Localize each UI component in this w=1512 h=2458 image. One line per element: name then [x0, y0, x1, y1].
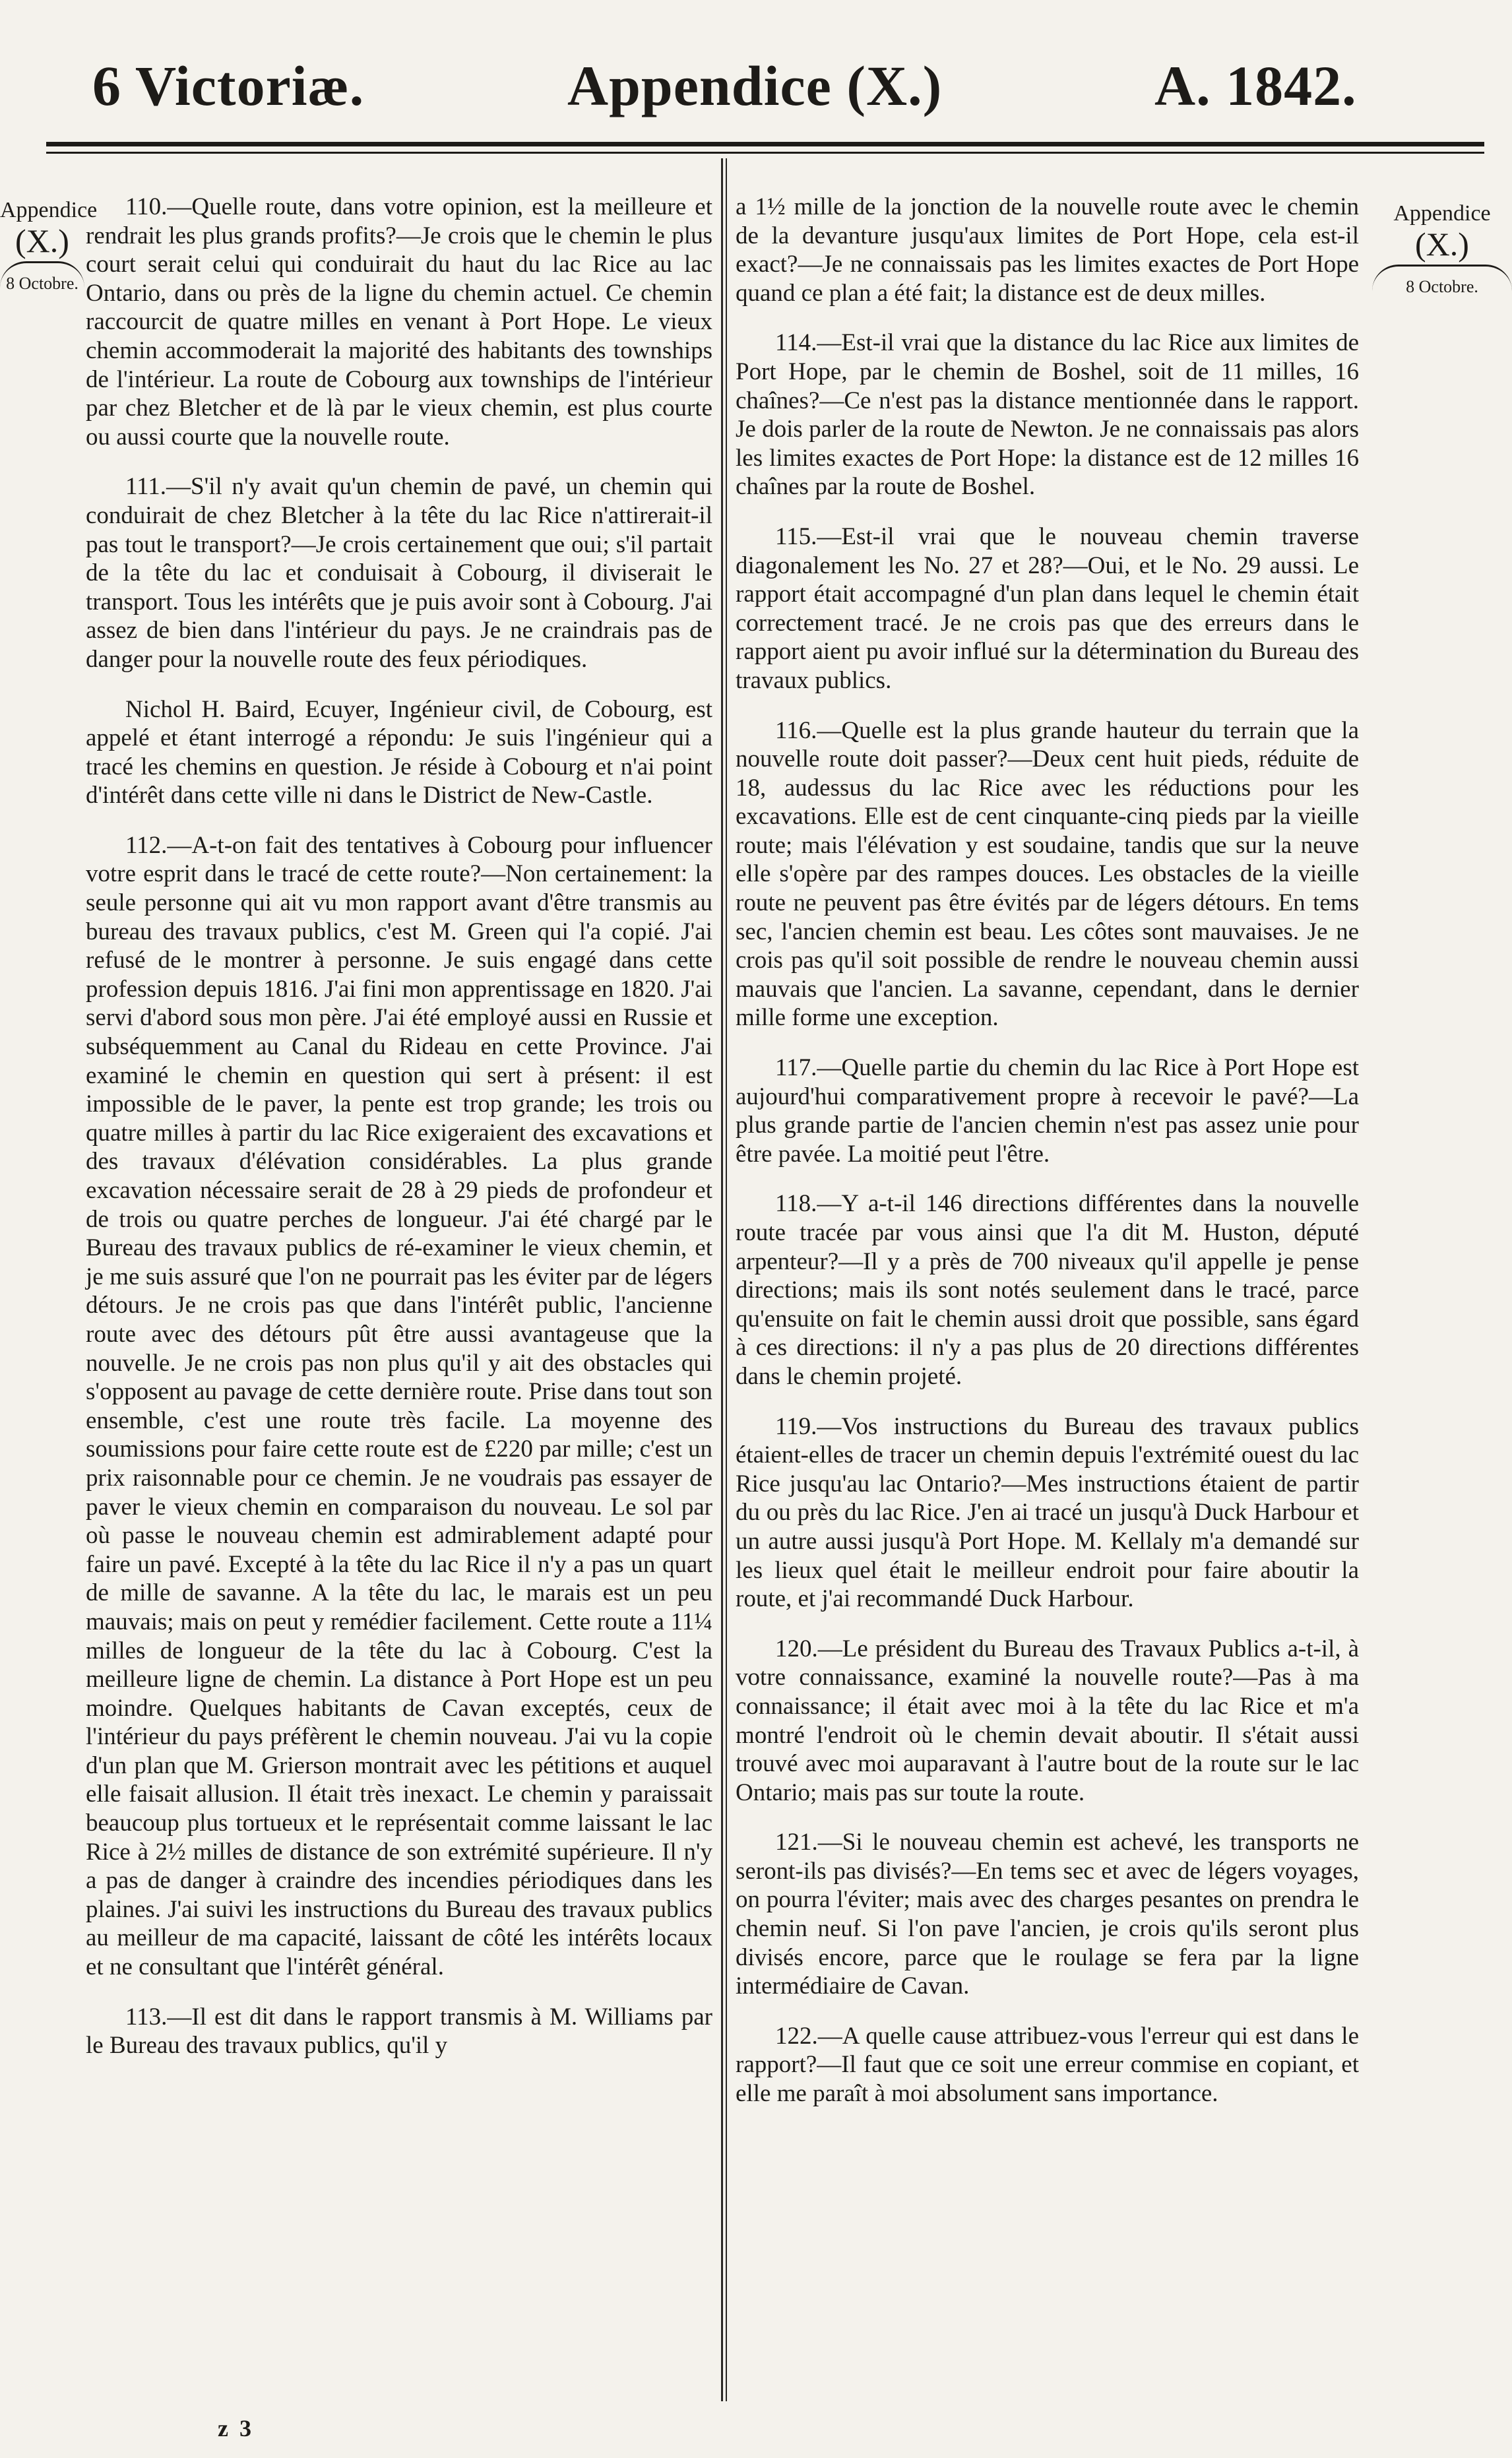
column-divider-inner — [726, 158, 727, 2401]
left-margin-note — [0, 198, 98, 296]
right-margin-date: 8 Octobre. — [1372, 265, 1512, 299]
paragraph-119: 119.—Vos instructions du Bureau des travaux publics étaient-elles de tracer un chemin depuis l'extrémité ouest du lac Rice jusqu'au lac Ontario?—Mes instructions étaient de partir du ou près du lac Rice. J'en ai tracé un jusqu'à Duck Harbour et un autre aussi jusqu'à Port Hope. M. Kellaly m'a demandé sur les lieux quel était le meilleur endroit pour faire aboutir la route, et j'ai recommandé Duck Harbour. — [736, 1412, 1359, 1613]
session-label: 6 Victoriæ. — [92, 54, 365, 117]
left-margin-appendix: Appendice — [0, 198, 98, 222]
right-margin-note — [1372, 201, 1512, 299]
paragraph-113-continued: a 1½ mille de la jonction de la nouvelle route avec le chemin de la devanture jusqu'aux limites de Port Hope, cela est-il exact?—Je ne connaissais pas les limites exactes de Port Hope quand ce plan a été fait; la distance est de deux milles. — [736, 193, 1359, 307]
right-margin-appendix: Appendice — [1393, 201, 1491, 226]
paragraph-114: 114.—Est-il vrai que la distance du lac Rice aux limites de Port Hope, par le chemin de Boshel, soit de 11 milles, 16 chaînes?—Ce n'est pas la distance mentionnée dans le rapport. Je dois parler de la route de Newton. Je ne connaissais pas alors les limites exactes de Port Hope: la distance est de 12 milles 16 chaînes par la route de Boshel. — [736, 329, 1359, 501]
paragraph-120: 120.—Le président du Bureau des Travaux Publics a-t-il, à votre connaissance, examiné la nouvelle route?—Pas à ma connaissance; il était avec moi à la tête du lac Rice et m'a montré l'endroit où le chemin devait aboutir. Il s'était aussi trouvé avec moi auparavant à l'autre bout de la route sur le lac Ontario; mais pas sur toute la route. — [736, 1635, 1359, 1806]
paragraph-117: 117.—Quelle partie du chemin du lac Rice à Port Hope est aujourd'hui comparativement propre à recevoir le pavé?—La plus grande partie de l'ancien chemin n'est pas assez unie pour être pavée. La moitié peut l'être. — [736, 1054, 1359, 1168]
left-margin-x: (X.) — [15, 222, 69, 259]
paragraph-115: 115.—Est-il vrai que le nouveau chemin traverse diagonalement les No. 27 et 28?—Oui, et le No. 29 aussi. Le rapport était accompagné d'un plan dans lequel le chemin était correctement tracé. Je ne crois pas que des erreurs dans le rapport aient pu avoir influé sur la détermination du Bureau des travaux publics. — [736, 522, 1359, 694]
left-column — [86, 193, 712, 2081]
right-margin-x: (X.) — [1415, 226, 1469, 263]
paragraph-113: 113.—Il est dit dans le rapport transmis à M. Williams par le Bureau des travaux publics, qu'il y — [86, 2003, 712, 2060]
paragraph-118: 118.—Y a-t-il 146 directions différentes dans la nouvelle route tracée par vous ainsi que l'a dit M. Huston, député arpenteur?—Il y a près de 700 niveaux qu'il appelle je pense directions; mais ils sont notés seulement dans le tracé, parce qu'ensuite on fait le chemin aussi droit que possible, sans égard à ces directions: il n'y a pas plus de 20 directions différentes dans le chemin projeté. — [736, 1190, 1359, 1390]
paragraph-121: 121.—Si le nouveau chemin est achevé, les transports ne seront-ils pas divisés?—En tems sec et avec de légers voyages, on pourra l'éviter; mais avec des charges pesantes on prendra le chemin neuf. Si l'on pave l'ancien, je crois qu'ils seront plus divisés encore, parce que le roulage se fera par la ligne intermédiaire de Cavan. — [736, 1829, 1359, 2000]
paragraph-116: 116.—Quelle est la plus grande hauteur du terrain que la nouvelle route doit passer?—Deux cent huit pieds, réduite de 18, audessus du lac Rice avec les réductions pour les excavations. Elle est de cent cinquante-cinq pieds par la vieille route; mais l'élévation y est soudaine, tandis que sur la neuve elle s'opère par des rampes douces. Les obstacles de la vieille route ne peuvent pas être évités par de légers détours. En tems sec, l'ancien chemin est beau. Les côtes sont mauvaises. Je ne crois pas qu'il soit possible de rendre le nouveau chemin aussi mauvais que l'ancien. La savanne, cependant, dans le dernier mille forme une exception. — [736, 716, 1359, 1032]
column-divider — [721, 158, 723, 2401]
paragraph-111: 111.—S'il n'y avait qu'un chemin de pavé, un chemin qui conduirait de chez Bletcher à la tête du lac Rice n'attirerait-il pas tout le transport?—Je crois certainement que oui; s'il partait de la tête du lac et conduisait à Cobourg, il diviserait le transport. Tous les intérêts que je puis avoir sont à Cobourg. J'ai assez de bien dans l'intérieur du pays. Je ne craindrais pas de danger pour la nouvelle route des feux périodiques. — [86, 473, 712, 673]
left-margin-date: 8 Octobre. — [0, 261, 84, 296]
header-rule-thin — [46, 152, 1484, 154]
page-header — [0, 53, 1512, 125]
appendix-title: Appendice (X.) — [567, 54, 943, 117]
paragraph-122: 122.—A quelle cause attribuez-vous l'erreur qui est dans le rapport?—Il faut que ce soit une erreur commise en copiant, et elle me paraît à moi absolument sans importance. — [736, 2022, 1359, 2108]
year-label: A. 1842. — [1154, 54, 1357, 117]
signature-mark: z 3 — [218, 2415, 254, 2442]
paragraph-110: 110.—Quelle route, dans votre opinion, est la meilleure et rendrait les plus grands profits?—Je crois que le chemin le plus court serait celui qui conduirait du haut du lac Rice au lac Ontario, dans ou près de la ligne du chemin actuel. Ce chemin raccourcit de quatre milles en venant à Port Hope. Le vieux chemin accommoderait la majorité des habitants des townships de l'intérieur. La route de Cobourg aux townships de l'intérieur par chez Bletcher et de là par le vieux chemin, est plus courte ou aussi courte que la nouvelle route. — [86, 193, 712, 451]
paragraph-112: 112.—A-t-on fait des tentatives à Cobourg pour influencer votre esprit dans le tracé de cette route?—Non certainement: la seule personne qui ait vu mon rapport avant d'être transmis au bureau des travaux publics, c'est M. Green qui l'a copié. J'ai refusé de le montrer à personne. Je suis engagé dans cette profession depuis 1816. J'ai fini mon apprentissage en 1820. J'ai servi d'abord sous mon père. J'ai été employé aussi en Russie et subséquemment au Canal du Rideau en cette Province. J'ai examiné le chemin en question qui sert à présent: il est impossible de le paver, la pente est trop grande; les trois ou quatre milles à partir du lac Rice exigeraient des excavations et des travaux d'élévation considérables. La plus grande excavation nécessaire serait de 28 à 29 pieds de profondeur et de trois ou quatre perches de longueur. J'ai été chargé par le Bureau des travaux publics de ré-examiner le vieux chemin, et je me suis assuré que l'on ne pourrait pas les éviter par de légers détours. Je ne crois pas que dans l'intérêt public, l'ancienne route avec des détours pût être aussi avantageuse que la nouvelle. Je ne crois pas non plus qu'il y ait des obstacles qui s'opposent au pavage de cette dernière route. Prise dans tout son ensemble, c'est une route très facile. La moyenne des soumissions pour faire cette route est de £220 par mille; c'est un prix raisonnable pour ce chemin. Je ne voudrais pas essayer de paver le vieux chemin en comparaison du nouveau. Le sol par où passe le nouveau chemin est admirablement adapté pour faire un pavé. Excepté à la tête du lac Rice il n'y a pas un quart de mille de savanne. A la tête du lac, le marais est un peu mauvais; mais on peut y remédier facilement. Cette route a 11¼ milles de longueur de la tête du lac à Cobourg. C'est la meilleure ligne de chemin. La distance à Port Hope est un peu moindre. Quelques habitants de Cavan exceptés, ceux de l'intérieur du pays préfèrent le chemin nouveau. J'ai vu la copie d'un plan que M. Grierson montrait avec les pétitions et auquel elle faisait allusion. Il était très inexact. Le chemin y paraissait beaucoup plus tortueux et le représentait comme laissant le lac Rice à 2½ milles de distance de son extrémité supérieure. Il n'y a pas de danger à craindre des incendies périodiques dans les plaines. J'ai suivi les instructions du Bureau des travaux publics au meilleur de ma capacité, laissant de côté les intérêts locaux et ne consultant que l'intérêt général. — [86, 831, 712, 1981]
paragraph-witness-intro: Nichol H. Baird, Ecuyer, Ingénieur civil, de Cobourg, est appelé et étant interrogé a répondu: Je suis l'ingénieur qui a tracé les chemins en question. Je réside à Cobourg et n'ai point d'intérêt dans cette ville ni dans le District de New-Castle. — [86, 695, 712, 809]
right-column — [736, 193, 1359, 2129]
header-rule-thick — [46, 142, 1484, 146]
